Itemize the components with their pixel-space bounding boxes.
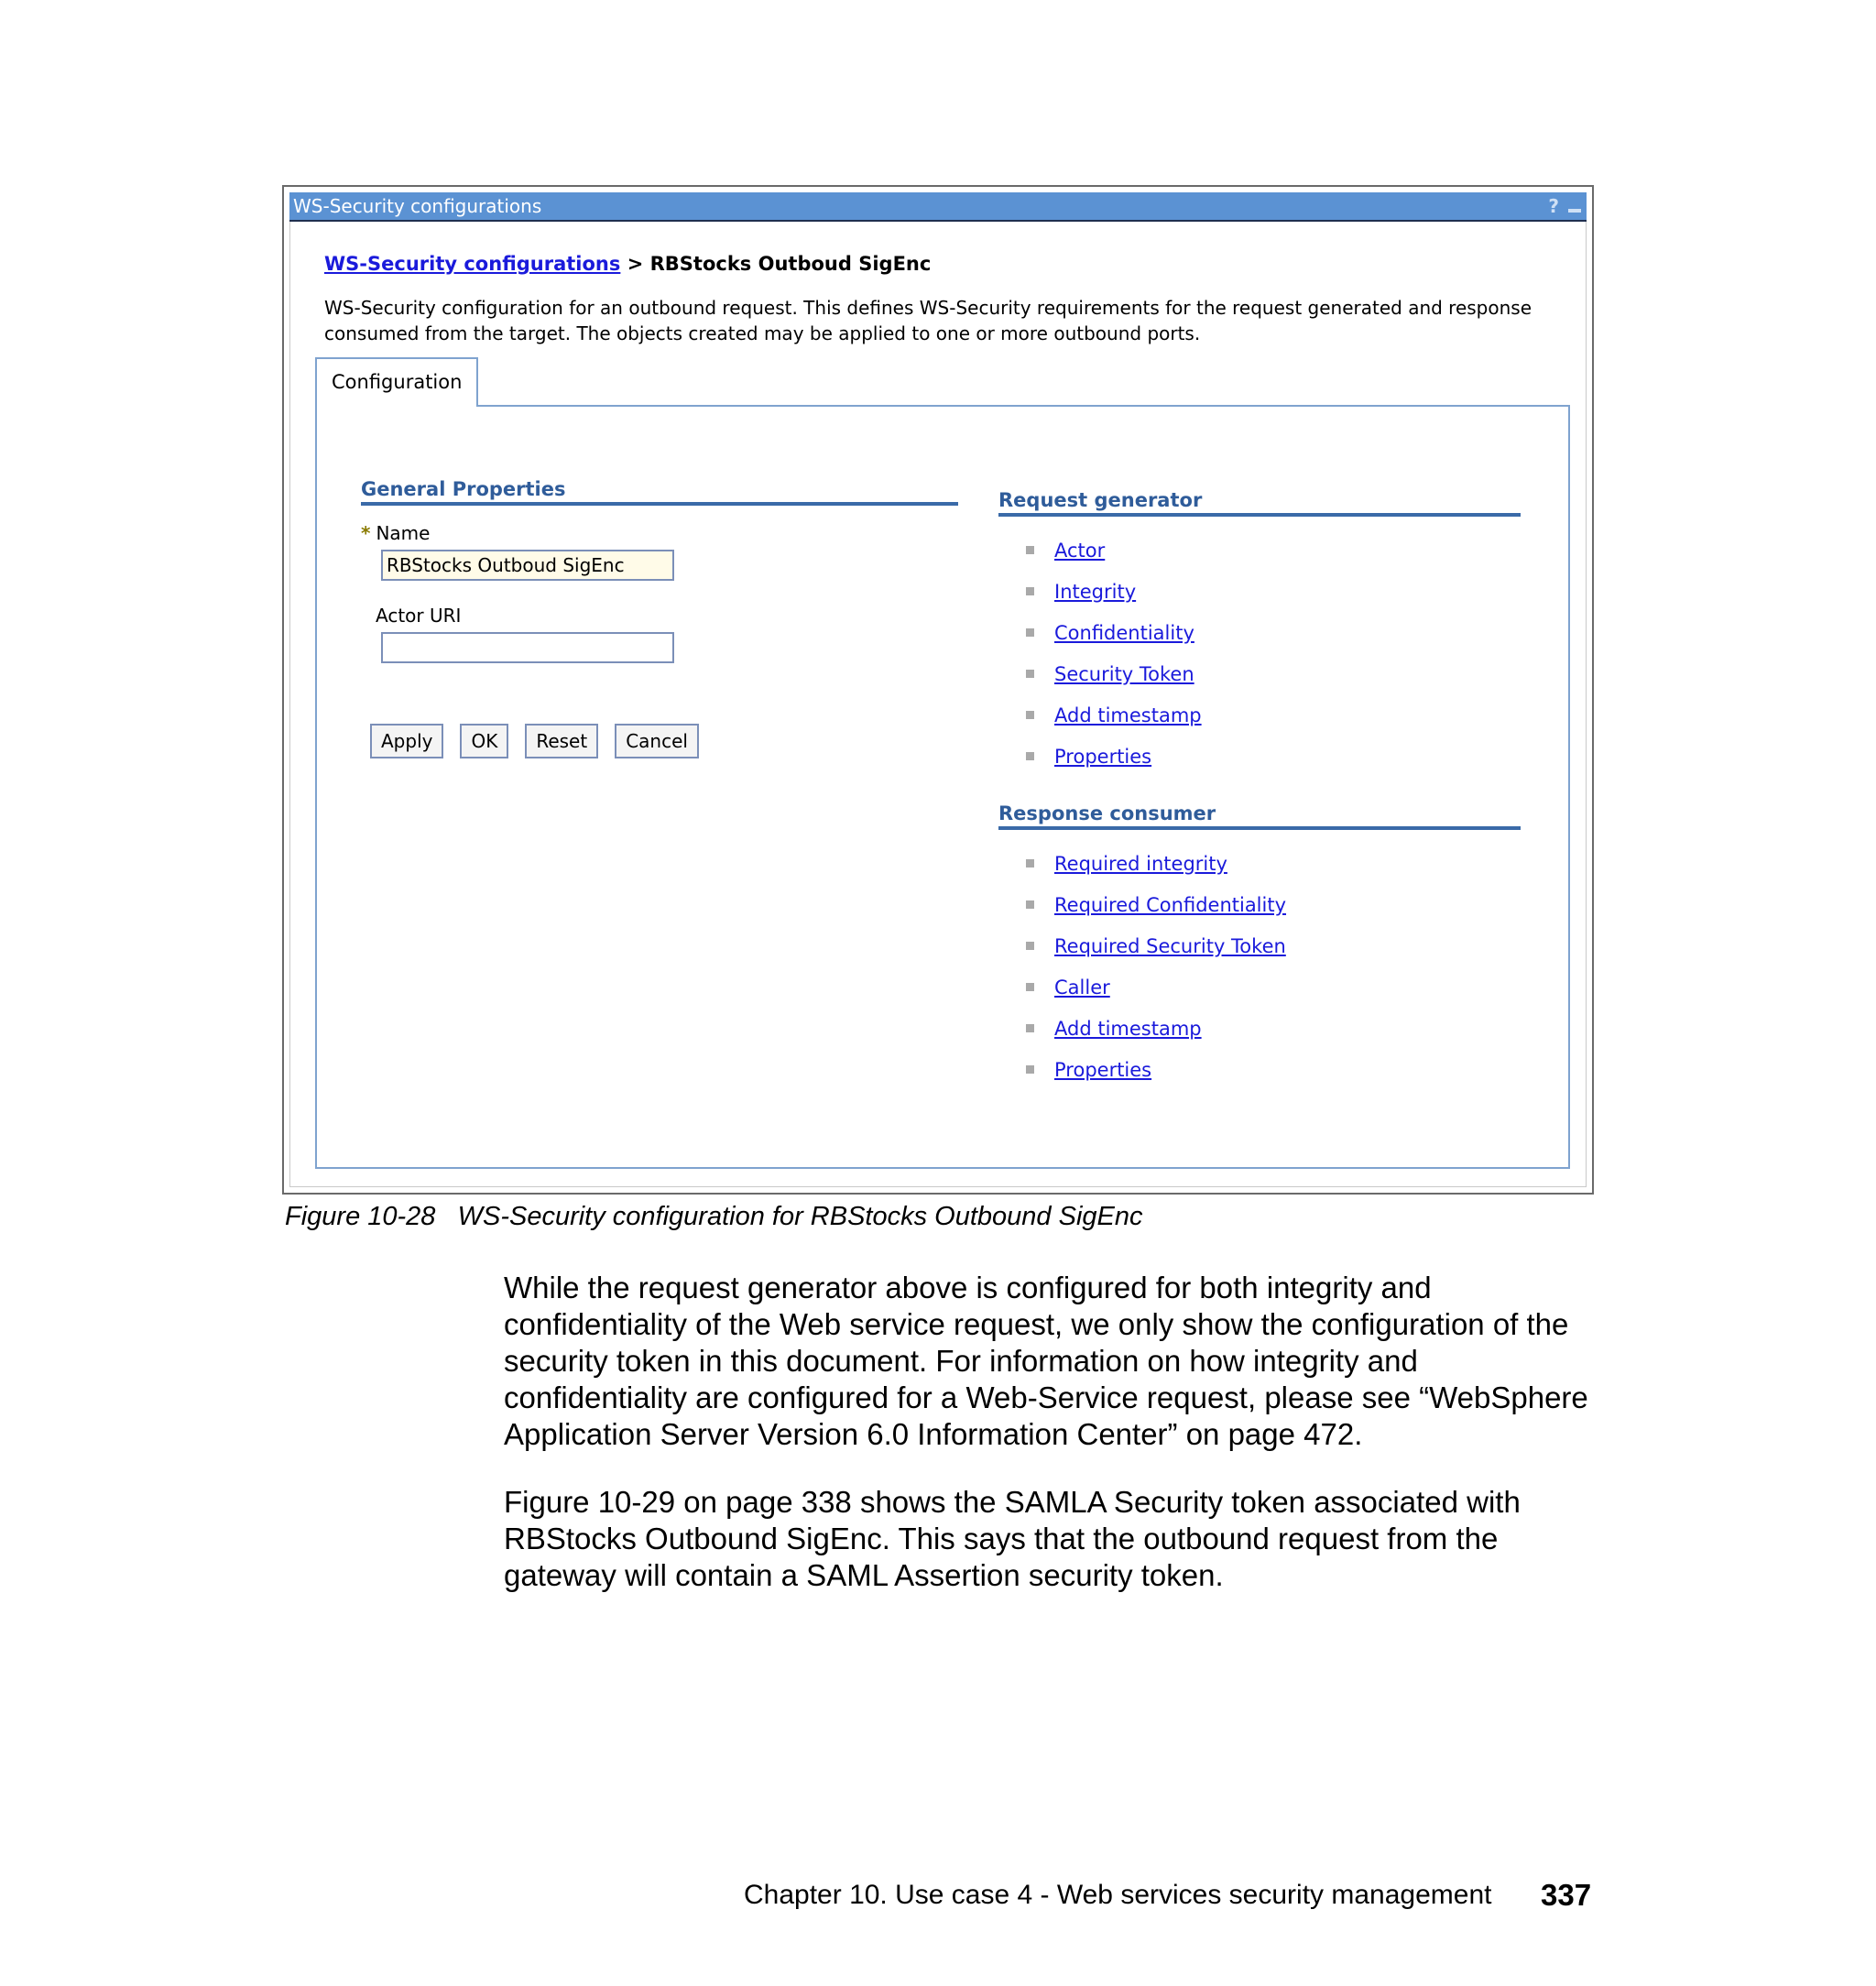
bullet-icon: [1026, 1024, 1034, 1032]
list-item: [1026, 694, 1202, 736]
bullet-icon: [1026, 859, 1034, 868]
help-icon[interactable]: ?: [1548, 195, 1559, 217]
link-security-token[interactable]: Security Token: [1054, 662, 1194, 685]
bullet-icon: [1026, 711, 1034, 719]
body-paragraph-1: While the request generator above is configured for both integrity and confidentiality of the Web service request, we only show the configuration of the security token in this document. For information on how integrity and confidentiality are configured for a Web-Service request, please see “WebSphere Application Server Version 6.0 Information Center” on page 472.: [504, 1271, 1588, 1451]
link-add-timestamp[interactable]: Add timestamp: [1054, 704, 1202, 726]
link-properties-response[interactable]: Properties: [1054, 1058, 1152, 1081]
bullet-icon: [1026, 546, 1034, 554]
window-titlebar: [289, 192, 1587, 222]
general-properties-heading: General Properties: [361, 478, 958, 506]
list-item: [1026, 966, 1286, 1008]
breadcrumb: [324, 253, 931, 275]
link-integrity[interactable]: Integrity: [1054, 580, 1137, 603]
list-item: [1026, 925, 1286, 966]
page-number: 337: [1541, 1878, 1592, 1912]
link-required-confidentiality[interactable]: Required Confidentiality: [1054, 893, 1287, 916]
footer-chapter-title: Chapter 10. Use case 4 - Web services security management: [744, 1880, 1492, 1910]
list-item: [1026, 736, 1202, 777]
link-actor[interactable]: Actor: [1054, 539, 1106, 562]
bullet-icon: [1026, 587, 1034, 595]
response-consumer-links: [1026, 843, 1286, 1090]
cancel-button[interactable]: Cancel: [615, 724, 699, 758]
link-caller[interactable]: Caller: [1054, 976, 1110, 998]
request-generator-heading: Request generator: [998, 489, 1521, 517]
name-field[interactable]: [381, 550, 674, 581]
name-label-row: [361, 522, 430, 544]
apply-button[interactable]: Apply: [370, 724, 443, 758]
link-properties[interactable]: Properties: [1054, 745, 1152, 768]
reset-button[interactable]: Reset: [525, 724, 598, 758]
screenshot-frame: [282, 185, 1594, 1195]
link-add-timestamp-response[interactable]: Add timestamp: [1054, 1017, 1202, 1040]
minimize-icon[interactable]: [1568, 209, 1581, 213]
actor-uri-field[interactable]: [381, 632, 674, 663]
link-confidentiality[interactable]: Confidentiality: [1054, 621, 1194, 644]
bullet-icon: [1026, 942, 1034, 950]
link-required-security-token[interactable]: Required Security Token: [1054, 934, 1286, 957]
breadcrumb-separator: >: [627, 253, 644, 275]
list-item: [1026, 529, 1202, 571]
tab-configuration[interactable]: Configuration: [315, 357, 478, 407]
form-buttons: [370, 724, 699, 758]
list-item: [1026, 653, 1202, 694]
bullet-icon: [1026, 670, 1034, 678]
figure-caption: Figure 10-28 WS-Security configuration for RBStocks Outbound SigEnc: [285, 1202, 1143, 1231]
list-item: [1026, 884, 1286, 925]
name-label: Name: [376, 522, 431, 544]
required-marker-icon: *: [361, 522, 371, 544]
breadcrumb-link-ws-security-configurations[interactable]: WS-Security configurations: [324, 253, 621, 275]
body-paragraph-2: Figure 10-29 on page 338 shows the SAMLA Security token associated with RBStocks Outbound SigEnc. This says that the outbound request from the gateway will contain a SAML Assertion security token.: [504, 1485, 1521, 1592]
bullet-icon: [1026, 628, 1034, 637]
configuration-panel: [315, 405, 1570, 1169]
bullet-icon: [1026, 900, 1034, 909]
bullet-icon: [1026, 752, 1034, 760]
ok-button[interactable]: OK: [460, 724, 508, 758]
list-item: [1026, 612, 1202, 653]
titlebar-icons: [1548, 192, 1581, 220]
list-item: [1026, 1049, 1286, 1090]
request-generator-links: [1026, 529, 1202, 777]
bullet-icon: [1026, 1065, 1034, 1074]
breadcrumb-current: RBStocks Outboud SigEnc: [649, 253, 932, 275]
list-item: [1026, 571, 1202, 612]
list-item: [1026, 843, 1286, 884]
page-description: WS-Security configuration for an outbound request. This defines WS-Security requirements for the request generated and response consumed from the target. The objects created may be applied to one or more outbound ports.: [324, 297, 1532, 344]
actor-uri-label: Actor URI: [376, 605, 462, 627]
window-title: WS-Security configurations: [293, 195, 542, 217]
response-consumer-heading: Response consumer: [998, 802, 1521, 830]
bullet-icon: [1026, 983, 1034, 991]
link-required-integrity[interactable]: Required integrity: [1054, 852, 1227, 875]
list-item: [1026, 1008, 1286, 1049]
